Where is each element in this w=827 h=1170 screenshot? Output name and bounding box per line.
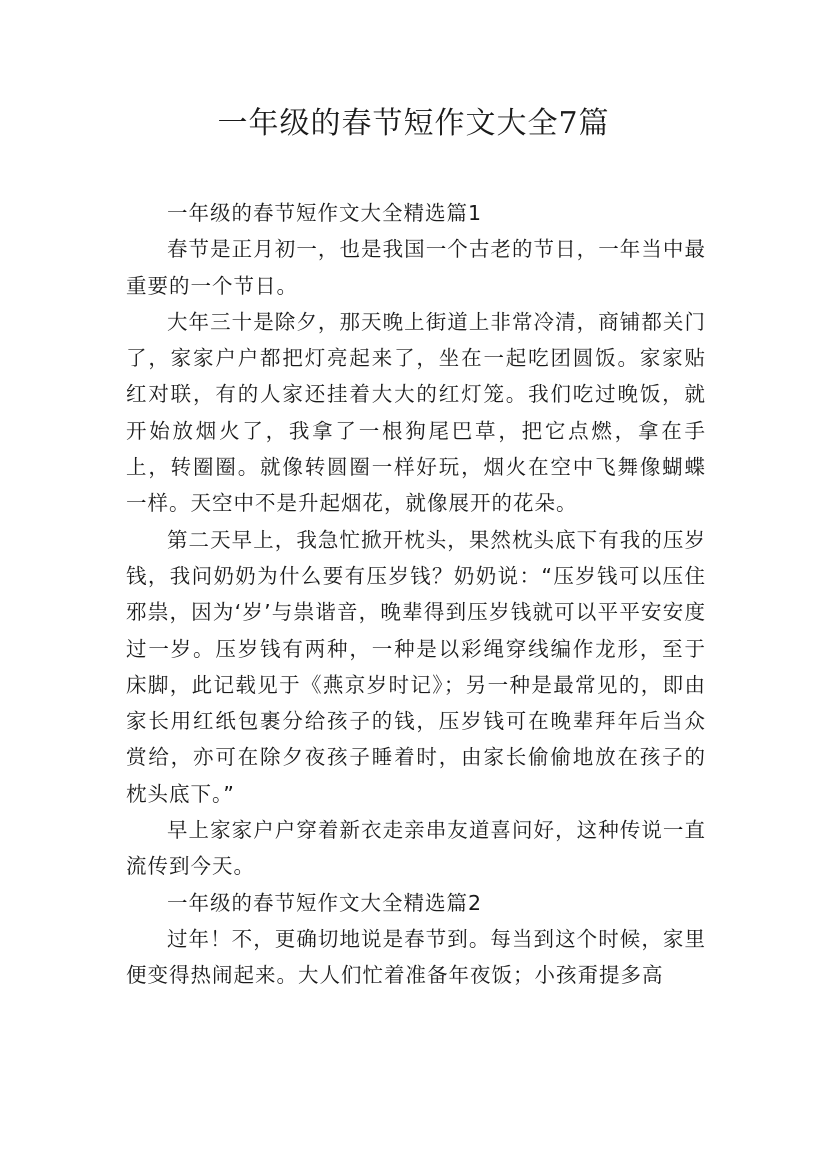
document-title: 一年级的春节短作文大全7篇 bbox=[217, 106, 610, 141]
section-heading: 一年级的春节短作文大全精选篇1 bbox=[167, 201, 483, 225]
paragraph: 早上家家户户穿着新衣走亲串友道喜问好，这种传说一直流传到今天。 bbox=[126, 818, 706, 879]
paragraph: 第二天早上，我急忙掀开枕头，果然枕头底下有我的压岁钱，我问奶奶为什么要有压岁钱？奶奶说：“压岁钱可以压住邪祟，因为‘岁’与祟谐音，晚辈得到压岁钱就可以平平安安度过一岁。压岁钱有两种，一种是以彩绳穿线编作龙形，至于床脚，此记载见于《燕京岁时记》；另一种是最常见的，即由家长用红纸包裹分给孩子的钱，压岁钱可在晚辈拜年后当众赏给，亦可在除夕夜孩子睡着时，由家长偷偷地放在孩子的枕头底下。” bbox=[126, 527, 706, 806]
paragraph: 过年！不，更确切地说是春节到。每当到这个时候，家里便变得热闹起来。大人们忙着准备年夜饭；小孩甭提多高 bbox=[126, 926, 706, 988]
document-body bbox=[126, 195, 706, 994]
section-heading: 一年级的春节短作文大全精选篇2 bbox=[167, 890, 483, 915]
paragraph: 春节是正月初一，也是我国一个古老的节日，一年当中最重要的一个节日。 bbox=[126, 237, 706, 298]
paragraph: 大年三十是除夕，那天晚上街道上非常冷清，商铺都关门了，家家户户都把灯亮起来了，坐在一起吃团圆饭。家家贴红对联，有的人家还挂着大大的红灯笼。我们吃过晚饭，就开始放烟火了，我拿了一根狗尾巴草，把它点燃，拿在手上，转圈圈。就像转圆圈一样好玩，烟火在空中飞舞像蝴蝶一样。天空中不是升起烟花，就像展开的花朵。 bbox=[126, 309, 706, 516]
